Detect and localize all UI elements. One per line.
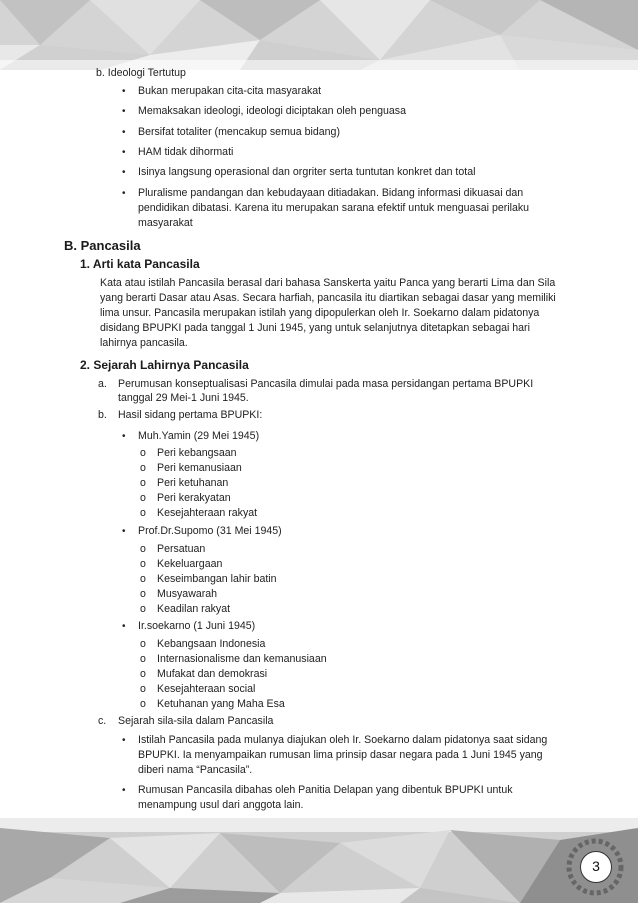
bullet-marker: •	[122, 785, 126, 796]
list-item-line: diberi nama “Pancasila”.	[138, 764, 253, 776]
bullet-marker: •	[122, 106, 126, 117]
bullet-marker: •	[122, 127, 126, 138]
sub-list-item: Peri kerakyatan	[157, 492, 231, 504]
sub-list-item: Kesejahteraan rakyat	[157, 507, 258, 519]
bullet-marker: •	[122, 431, 126, 442]
sub-list-item: Kesejahteraan social	[157, 683, 256, 695]
circle-marker: o	[140, 668, 146, 680]
circle-marker: o	[140, 447, 146, 459]
paragraph-line: yang berarti Dasar atau Asas. Secara harfiah, pancasila itu diartikan sebagai dasar yang memiliki	[100, 292, 556, 304]
circle-marker: o	[140, 492, 146, 504]
bullet-marker: •	[122, 735, 126, 746]
sub-list-item: Ketuhanan yang Maha Esa	[157, 698, 285, 710]
list-item-line: BPUPKI. Ia menyampaikan rumusan lima prinsip dasar negara pada 1 Juni 1945 yang	[138, 749, 543, 761]
paragraph-line: lahirnya pancasila.	[100, 337, 188, 349]
list-item: HAM tidak dihormati	[138, 146, 234, 158]
list-item: Memaksakan ideologi, ideologi diciptakan oleh penguasa	[138, 105, 406, 117]
list-item-soekarno: Ir.soekarno (1 Juni 1945)	[138, 620, 256, 632]
circle-marker: o	[140, 573, 146, 585]
paragraph-line: lima unsur. Pancasila merupakan istilah yang dipopulerkan oleh Ir. Soekarno dalam pidatonya	[100, 307, 540, 319]
sub-list-item: Internasionalisme dan kemanusiaan	[157, 653, 327, 665]
list-label: b.	[98, 409, 107, 421]
list-item-line: masyarakat	[138, 217, 193, 229]
list-item: Bukan merupakan cita-cita masyarakat	[138, 85, 322, 97]
list-item-line: Pluralisme pandangan dan kebudayaan ditiadakan. Bidang informasi dikuasai dan	[138, 187, 524, 199]
list-item-line: Rumusan Pancasila dibahas oleh Panitia Delapan yang dibentuk BPUPKI untuk	[138, 784, 513, 796]
circle-marker: o	[140, 603, 146, 615]
circle-marker: o	[140, 477, 146, 489]
list-item: Bersifat totaliter (mencakup semua bidang)	[138, 126, 340, 138]
list-item-line: menampung usul dari anggota lain.	[138, 799, 304, 811]
bullet-marker: •	[122, 526, 126, 537]
subsection-heading-sejarah: 2. Sejarah Lahirnya Pancasila	[80, 358, 249, 372]
section-heading-pancasila: B. Pancasila	[64, 238, 141, 253]
page-number: 3	[580, 851, 612, 883]
circle-marker: o	[140, 683, 146, 695]
subsection-heading-arti-kata: 1. Arti kata Pancasila	[80, 257, 200, 271]
circle-marker: o	[140, 507, 146, 519]
sub-list-item: Mufakat dan demokrasi	[157, 668, 268, 680]
list-label: c.	[98, 715, 107, 727]
bullet-marker: •	[122, 86, 126, 97]
circle-marker: o	[140, 653, 146, 665]
sub-list-item: Peri kebangsaan	[157, 447, 237, 459]
sub-list-item: Kekeluargaan	[157, 558, 223, 570]
list-item-line: Perumusan konseptualisasi Pancasila dimulai pada masa persidangan pertama BPUPKI	[118, 378, 534, 390]
sub-list-item: Keadilan rakyat	[157, 603, 231, 615]
circle-marker: o	[140, 558, 146, 570]
bullet-marker: •	[122, 621, 126, 632]
list-item: Sejarah sila-sila dalam Pancasila	[118, 715, 274, 727]
paragraph-line: Kata atau istilah Pancasila berasal dari bahasa Sanskerta yaitu Panca yang berarti Lima dan Sila	[100, 277, 556, 289]
sub-list-item: Peri ketuhanan	[157, 477, 229, 489]
circle-marker: o	[140, 698, 146, 710]
sub-list-item: Keseimbangan lahir batin	[157, 573, 277, 585]
sub-list-item: Kebangsaan Indonesia	[157, 638, 266, 650]
list-item-line: pendidikan dibatasi. Karena itu merupakan sarana efektif untuk menguasai perilaku	[138, 202, 530, 214]
list-item: Isinya langsung operasional dan orgriter serta tuntutan konkret dan total	[138, 166, 476, 178]
sub-list-item: Peri kemanusiaan	[157, 462, 242, 474]
bullet-marker: •	[122, 167, 126, 178]
circle-marker: o	[140, 588, 146, 600]
circle-marker: o	[140, 462, 146, 474]
paragraph-line: disidang BPUPKI pada tanggal 1 Juni 1945, yang untuk selanjutnya ditetapkan sebagai hari	[100, 322, 530, 334]
circle-marker: o	[140, 543, 146, 555]
list-item-yamin: Muh.Yamin (29 Mei 1945)	[138, 430, 260, 442]
list-label: a.	[98, 378, 107, 390]
bullet-marker: •	[122, 147, 126, 158]
list-item-line: Istilah Pancasila pada mulanya diajukan oleh Ir. Soekarno dalam pidatonya saat sidang	[138, 734, 548, 746]
list-item-line: tanggal 29 Mei-1 Juni 1945.	[118, 392, 249, 404]
sub-list-item: Musyawarah	[157, 588, 218, 600]
subsection-heading-ideologi-tertutup: b. Ideologi Tertutup	[96, 67, 186, 79]
circle-marker: o	[140, 638, 146, 650]
bullet-marker: •	[122, 188, 126, 199]
list-item-supomo: Prof.Dr.Supomo (31 Mei 1945)	[138, 525, 282, 537]
list-item: Hasil sidang pertama BPUPKI:	[118, 409, 263, 421]
sub-list-item: Persatuan	[157, 543, 206, 555]
